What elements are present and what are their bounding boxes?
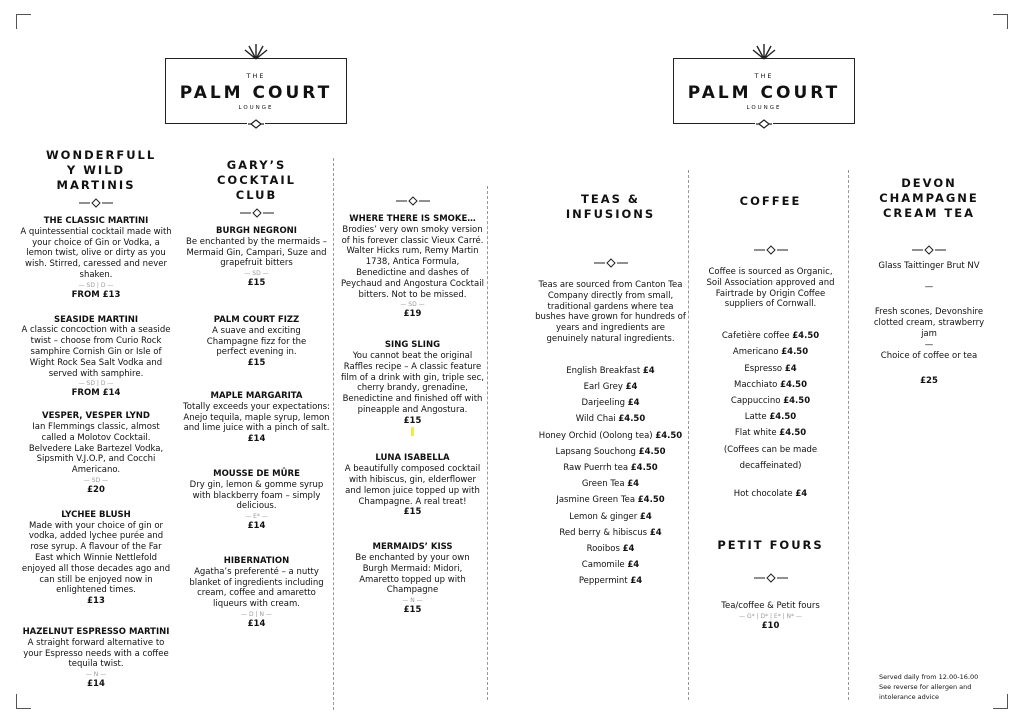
- item-name: VESPER, VESPER LYND: [42, 411, 150, 422]
- menu-item: [20, 627, 172, 690]
- item-description: Brodies’ very own smoky version of his forever classic Vieux Carré. Walter Hicks rum, Remy Martin 1738, Antica Formula, Benedictine and dashes of Peychaud and Angostura Cocktail bitters. Not to be missed.: [341, 224, 484, 300]
- coffee-list: [695, 328, 846, 441]
- menu-row: [535, 460, 686, 476]
- allergen-advice: See reverse for allergen and intolerance advice: [879, 683, 972, 701]
- teas-list: [535, 363, 686, 590]
- signature-cocktails-column: [338, 186, 488, 700]
- logo-name: PALM COURT: [687, 82, 841, 103]
- item-name: THE CLASSIC MARTINI: [43, 216, 149, 226]
- item-price: £14: [247, 434, 266, 445]
- item-description: Ian Flemmings classic, almost called a Molotov Cocktail. Belvedere Lake Bartezel Vodka, Sipsmith V.J.O.P, and Cocchi Americano.: [28, 421, 164, 476]
- item-price: £14: [247, 521, 266, 532]
- row-name: Cappuccino: [730, 396, 781, 406]
- divider-ornament-icon: [240, 208, 274, 218]
- row-name: Rooibos: [586, 544, 620, 555]
- menu-row: [535, 573, 686, 589]
- menu-row: [535, 476, 686, 492]
- row-price: £4.50: [655, 430, 683, 441]
- menu-item: [340, 340, 485, 439]
- menu-row: [695, 486, 846, 502]
- item-price: £15: [403, 507, 422, 518]
- item-name: MAPLE MARGARITA: [210, 390, 303, 401]
- row-price: £4.50: [779, 428, 807, 439]
- row-name: Hot chocolate: [733, 489, 793, 500]
- row-name: English Breakfast: [566, 365, 641, 376]
- row-price: £4.50: [780, 379, 807, 390]
- item-price: £15: [247, 358, 266, 369]
- item-price: £19: [403, 309, 422, 320]
- corner-mark-top-right: [993, 14, 1008, 29]
- row-price: £4: [795, 489, 808, 500]
- item-description: A straight forward alternative to your Espresso needs with a coffee tequila twist.: [23, 637, 169, 670]
- row-name: Jasmine Green Tea: [556, 495, 636, 506]
- item-allergens: — N —: [402, 597, 423, 605]
- champagne-glass: Glass Taittinger Brut NV: [878, 261, 980, 271]
- item-price: £15: [403, 415, 422, 426]
- teas-title: TEAS & INFUSIONS: [565, 192, 656, 221]
- item-allergens: — SD —: [83, 476, 109, 484]
- item-description: A quintessential cocktail made with your choice of Gin or Vodka, a lemon twist, olive or dirty as you wish. Stirred, caressed and never shaken.: [20, 226, 172, 280]
- item-name: HIBERNATION: [223, 555, 290, 566]
- menu-row: [695, 393, 846, 409]
- item-allergens: — SD | D —: [78, 380, 114, 388]
- cream-tea-column: [853, 176, 1005, 706]
- service-footer: [879, 672, 979, 702]
- row-name: Lemon & ginger: [569, 511, 638, 522]
- coffee-column: [693, 170, 849, 700]
- logo-the: THE: [754, 71, 774, 80]
- item-price: £14: [87, 679, 105, 690]
- item-name: BURGH NEGRONI: [216, 226, 297, 236]
- row-price: £4: [642, 365, 655, 376]
- menu-item: [340, 453, 485, 518]
- martinis-title: WONDERFULL Y WILD MARTINIS: [46, 148, 157, 192]
- row-price: £4.50: [781, 347, 809, 358]
- menu-item: [695, 601, 846, 632]
- menu-row: [695, 344, 846, 360]
- item-price: FROM £14: [71, 388, 121, 399]
- row-price: £4: [639, 511, 652, 522]
- item-allergens: — G* | D* | E* | N* —: [739, 613, 802, 621]
- palm-court-logo-right: [673, 44, 855, 129]
- item-allergens: — D | N —: [241, 610, 272, 618]
- row-price: £4: [622, 544, 635, 555]
- menu-row: [535, 492, 686, 508]
- row-price: £4.50: [783, 396, 811, 406]
- row-name: Raw Puerrh tea: [563, 463, 629, 473]
- menu-item: [182, 226, 331, 289]
- row-name: Earl Grey: [583, 381, 623, 392]
- menu-row: [695, 377, 846, 393]
- row-price: £4: [627, 560, 640, 571]
- item-price: £14: [247, 618, 266, 629]
- cream-tea-price: £25: [920, 376, 938, 386]
- item-price: £15: [247, 278, 266, 289]
- item-name: SEASIDE MARTINI: [53, 314, 139, 325]
- item-price: FROM £13: [71, 289, 121, 300]
- teas-column: [533, 170, 689, 700]
- menu-item: [20, 315, 172, 400]
- row-name: Darjeeling: [581, 398, 626, 409]
- row-price: £4.50: [769, 412, 797, 423]
- teas-intro: Teas are sourced from Canton Tea Company directly from small, traditional gardens where tea bushes have grown for hundreds of years and ingredients are genuinely natural ingredients.: [535, 280, 686, 344]
- row-name: Espresso: [744, 363, 783, 374]
- menu-item: [182, 469, 331, 532]
- menu-row: [535, 363, 686, 379]
- menu-item: [182, 391, 331, 445]
- gary-cocktail-column: [180, 158, 334, 710]
- divider-ornament-icon: [754, 245, 788, 255]
- row-name: Latte: [744, 412, 767, 423]
- menu-row: [535, 525, 686, 541]
- item-name: LUNA ISABELLA: [375, 453, 450, 464]
- row-price: £4: [649, 527, 662, 538]
- item-name: LYCHEE BLUSH: [61, 509, 131, 520]
- gary-title: GARY’S COCKTAIL CLUB: [216, 158, 297, 202]
- coffee-tea-choice: Choice of coffee or tea: [880, 351, 978, 361]
- menu-item: [20, 216, 172, 301]
- item-price: £10: [761, 621, 780, 632]
- item-description: Dry gin, lemon & gomme syrup with blackberry foam – simply delicious.: [189, 479, 324, 512]
- menu-row: [535, 428, 686, 444]
- row-price: £4: [784, 363, 797, 374]
- item-description: You cannot beat the original Raffles recipe – A classic feature film of a drink with gin, triple sec, cherry brandy, grenadine, Benedictine and finished off with pineapple and Angostura.: [341, 350, 484, 415]
- row-price: £4.50: [792, 331, 820, 342]
- row-price: £4.50: [638, 446, 666, 457]
- devon-title: DEVON CHAMPAGNE CREAM TEA: [879, 176, 979, 220]
- item-price: £20: [87, 484, 105, 495]
- item-name: MERMAIDS’ KISS: [372, 542, 453, 553]
- row-price: £4.50: [618, 414, 646, 425]
- martinis-column: [18, 148, 174, 700]
- logo-the: THE: [246, 71, 266, 80]
- item-description: Totally exceeds your expectations: Anejo tequila, maple syrup, lemon and lime juice with a pinch of salt.: [183, 401, 330, 434]
- row-name: Flat white: [734, 428, 777, 439]
- item-description: A beautifully composed cocktail with hibiscus, gin, elderflower and lemon juice topped up with Champagne. A real treat!: [344, 464, 481, 507]
- menu-row: [535, 379, 686, 395]
- row-name: Americano: [732, 347, 779, 358]
- menu-item: [182, 556, 331, 630]
- menu-row: [695, 361, 846, 377]
- row-name: Red berry & hibiscus: [559, 527, 648, 538]
- menu-row: [695, 328, 846, 344]
- divider-ornament-icon: [912, 245, 946, 255]
- item-description: A suave and exciting Champagne fizz for the perfect evening in.: [206, 325, 307, 358]
- row-name: Camomile: [581, 560, 625, 571]
- separator-dash: —: [924, 282, 934, 292]
- row-name: Honey Orchid (Oolong tea): [538, 430, 653, 441]
- item-allergens: — SD —: [400, 301, 425, 309]
- logo-lounge: LOUNGE: [746, 104, 782, 111]
- item-price: £15: [403, 605, 422, 616]
- menu-row: [535, 541, 686, 557]
- item-description: A classic concoction with a seaside twist – choose from Curio Rock samphire Cornish Gin or Isle of Wight Rock Sea Salt Vodka and served with samphire.: [21, 325, 171, 379]
- scones-description: Fresh scones, Devonshire clotted cream, strawberry jam: [873, 307, 985, 339]
- item-description: Be enchanted by your own Burgh Mermaid: Midori, Amaretto topped up with Champagne: [355, 552, 470, 596]
- menu-item: [20, 510, 172, 607]
- item-name: PALM COURT FIZZ: [213, 314, 300, 325]
- menu-item: [340, 214, 485, 320]
- item-allergens: — SD —: [244, 270, 269, 278]
- item-allergens: — E* —: [245, 513, 268, 521]
- item-name: HAZELNUT ESPRESSO MARTINI: [22, 626, 170, 637]
- menu-row: [535, 444, 686, 460]
- divider-ornament-icon: [754, 573, 788, 583]
- corner-mark-top-left: [16, 14, 31, 29]
- row-price: £4: [627, 398, 640, 409]
- row-price: £4: [630, 576, 643, 587]
- palm-court-logo-left: [165, 44, 347, 129]
- menu-row: [695, 409, 846, 425]
- item-name: WHERE THERE IS SMOKE…: [349, 214, 476, 224]
- item-allergens: — N —: [85, 671, 107, 679]
- menu-row: [535, 557, 686, 573]
- served-hours: Served daily from 12.00-16.00: [879, 673, 979, 681]
- separator-dash: —: [924, 340, 934, 350]
- row-price: £4.50: [637, 495, 665, 506]
- diamond-ornament-icon: [247, 119, 265, 129]
- item-description: Be enchanted by the mermaids – Mermaid Gin, Campari, Suze and grapefruit bitters: [186, 236, 327, 269]
- logo-name: PALM COURT: [179, 82, 333, 103]
- logo-lounge: LOUNGE: [238, 104, 274, 111]
- menu-item: [182, 315, 331, 369]
- coffee-title: COFFEE: [739, 194, 802, 208]
- row-price: £4: [625, 381, 638, 392]
- item-description: Made with your choice of gin or vodka, added lychee purée and rose syrup. A flavour of the Far East which Winnie Nettlefold enjoyed all those decades ago and can still be enjoyed now in enlightened times.: [21, 520, 171, 596]
- divider-ornament-icon: [594, 258, 628, 268]
- diamond-ornament-icon: [755, 119, 773, 129]
- item-allergens: — SD | D —: [78, 281, 114, 289]
- row-name: Macchiato: [734, 379, 778, 390]
- item-description: Agatha’s preferenté – a nutty blanket of ingredients including cream, coffee and amaretto liqueurs with cream.: [189, 566, 324, 610]
- row-name: Peppermint: [578, 576, 628, 587]
- menu-item: [20, 411, 172, 496]
- row-name: Cafetière coffee: [721, 331, 790, 342]
- menu-row: [535, 395, 686, 411]
- decaf-note: (Coffees can be made decaffeinated): [723, 444, 818, 471]
- highlight-marker: [411, 427, 414, 436]
- row-price: £4.50: [630, 463, 658, 473]
- item-name: Tea/coffee & Petit fours: [721, 601, 820, 612]
- menu-row: [535, 411, 686, 427]
- menu-row: [695, 425, 846, 441]
- item-name: SING SLING: [384, 340, 441, 351]
- row-name: Lapsang Souchong: [555, 446, 636, 457]
- item-name: MOUSSE DE MÛRE: [213, 468, 300, 479]
- divider-ornament-icon: [396, 196, 430, 206]
- row-name: Green Tea: [581, 479, 625, 490]
- row-price: £4: [627, 479, 640, 490]
- petit-fours-title: PETIT FOURS: [717, 538, 824, 553]
- menu-row: [535, 509, 686, 525]
- coffee-intro: Coffee is sourced as Organic, Soil Association approved and Fairtrade by Origin Coffee suppliers of Cornwall.: [706, 267, 835, 310]
- item-price: £13: [87, 596, 105, 607]
- menu-item: [340, 542, 485, 616]
- divider-ornament-icon: [79, 198, 113, 208]
- row-name: Wild Chai: [575, 414, 616, 425]
